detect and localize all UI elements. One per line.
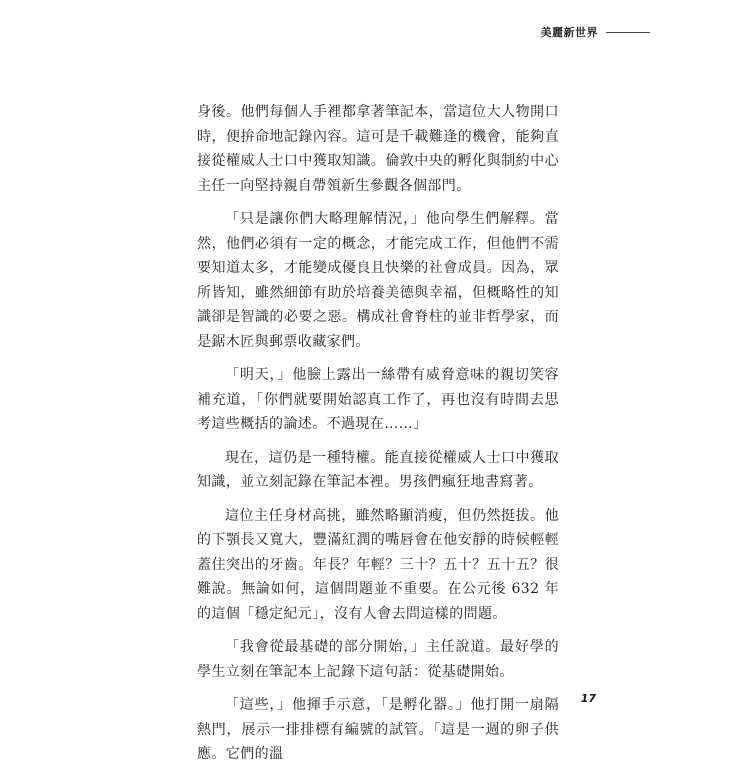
paragraph: 身後。他們每個人手裡都拿著筆記本，當這位大人物開口時，便拚命地記錄內容。這可是千載難逢的機會，能夠直接從權威人士口中獲取知識。倫敦中央的孵化與制約中心主任一向堅持親自帶領新生參觀各個部門。 bbox=[197, 104, 559, 194]
page-number: 17 bbox=[580, 692, 596, 705]
header-rule bbox=[606, 32, 650, 33]
running-header bbox=[541, 24, 651, 40]
paragraph: 這位主任身材高挑，雖然略顯消瘦，但仍然挺拔。他的下顎長又寬大，豐滿紅潤的嘴唇會在他安靜的時候輕輕蓋住突出的牙齒。年長？年輕？三十？五十？五十五？很難說。無論如何，這個問題並不重要。在公元後 632 年的這個「穩定紀元」，沒有人會去問這樣的問題。 bbox=[197, 507, 559, 622]
paragraph: 「這些，」他揮手示意，「是孵化器。」他打開一扇隔熱門，展示一排排標有編號的試管。「這是一週的卵子供應。它們的溫 bbox=[197, 697, 559, 762]
running-title: 美麗新世界 bbox=[540, 26, 598, 39]
paragraph: 「我會從最基礎的部分開始，」主任說道。最好學的學生立刻在筆記本上記錄下這句話：從基礎開始。 bbox=[197, 639, 559, 680]
paragraph: 「明天，」他臉上露出一絲帶有威脅意味的親切笑容補充道，「你們就要開始認真工作了，再也沒有時間去思考這些概括的論述。不過現在……」 bbox=[197, 367, 559, 432]
paragraph: 現在，這仍是一種特權。能直接從權威人士口中獲取知識，並立刻記錄在筆記本裡。男孩們瘋狂地書寫著。 bbox=[197, 449, 559, 490]
paragraph: 「只是讓你們大略理解情況，」他向學生們解釋。當然，他們必須有一定的概念，才能完成工作，但他們不需要知道太多，才能變成優良且快樂的社會成員。因為，眾所皆知，雖然細節有助於培養美德與幸福，但概略性的知識卻是智識的必要之惡。構成社會脊柱的並非哲學家，而是鋸木匠與郵票收藏家們。 bbox=[197, 211, 559, 350]
body-text bbox=[197, 100, 559, 776]
